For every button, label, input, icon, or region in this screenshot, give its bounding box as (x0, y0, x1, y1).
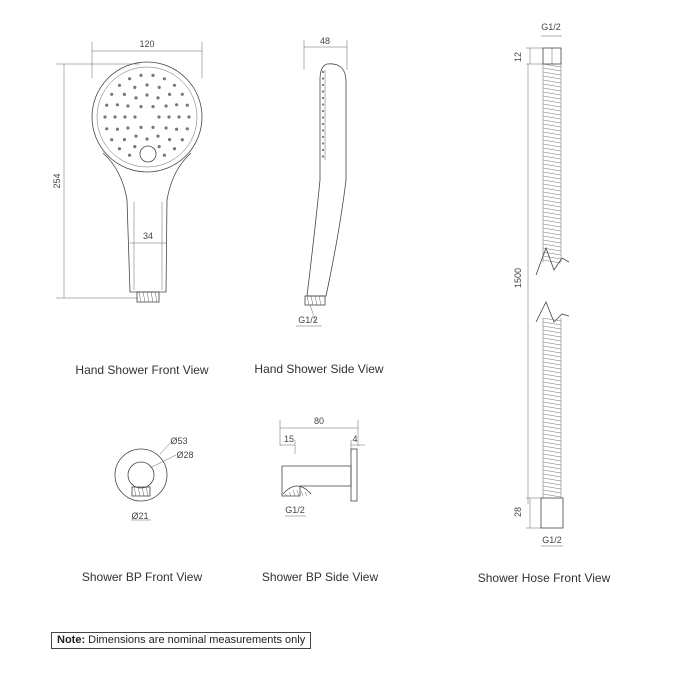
nozzle-dot (157, 115, 160, 118)
nozzle-dot (186, 104, 189, 107)
hose-coil (543, 370, 561, 373)
nozzle-dot (113, 115, 116, 118)
nozzle-dot (110, 138, 113, 141)
hose-coil (543, 350, 561, 353)
nozzle-dot (123, 115, 126, 118)
shower-head-outline (92, 62, 202, 172)
dim-depth-label: 48 (319, 36, 331, 46)
hose-coil (543, 80, 561, 83)
hose-coil (543, 334, 561, 337)
side-nozzle-dot (322, 84, 324, 86)
side-nozzle-dot (322, 149, 324, 151)
nozzle-dot (181, 93, 184, 96)
hose-coil (543, 172, 561, 175)
dim-bp-inner-label: Ø28 (176, 450, 194, 460)
hose-coil (543, 132, 561, 135)
hose-coil (543, 256, 561, 259)
hose-coil (543, 68, 561, 71)
hose-upper-section (543, 64, 561, 263)
shower-bp-side-view (280, 416, 365, 516)
hose-coil (543, 462, 561, 465)
nozzle-dot (187, 115, 190, 118)
dim-hose-top-thread-label: G1/2 (541, 22, 561, 32)
hose-coil (543, 232, 561, 235)
nozzle-dot (139, 126, 142, 129)
nozzle-dot (173, 84, 176, 87)
side-nozzle-dot (322, 155, 324, 157)
bp-wall-plate (351, 449, 357, 501)
dim-side-thread-label: G1/2 (298, 315, 318, 325)
nozzle-dot (105, 104, 108, 107)
hose-coil (543, 330, 561, 333)
nozzle-dot (118, 147, 121, 150)
caption-shower-hose-front: Shower Hose Front View (477, 571, 611, 585)
nozzle-dot (110, 93, 113, 96)
hose-coil (543, 116, 561, 119)
hose-coil (543, 224, 561, 227)
note-box (51, 632, 311, 649)
hose-coil (543, 236, 561, 239)
hose-coil (543, 474, 561, 477)
hose-coil (543, 450, 561, 453)
hose-coil (543, 124, 561, 127)
hose-coil (543, 354, 561, 357)
nozzle-dot (151, 126, 154, 129)
hose-coil (543, 84, 561, 87)
dim-hose-length-label: 1500 (513, 267, 523, 289)
caption-shower-bp-side: Shower BP Side View (261, 570, 379, 584)
hose-coil (543, 168, 561, 171)
nozzle-dot (181, 138, 184, 141)
hose-break-bottom (536, 302, 569, 322)
nozzle-dot (173, 147, 176, 150)
nozzle-dot (103, 115, 106, 118)
hose-coil (543, 446, 561, 449)
hose-coil (543, 322, 561, 325)
side-nozzle-dot (322, 90, 324, 92)
hose-coil (543, 120, 561, 123)
hose-coil (543, 470, 561, 473)
hose-coil (543, 490, 561, 493)
hose-coil (543, 486, 561, 489)
side-profile-outline (307, 64, 346, 296)
hose-coil (543, 402, 561, 405)
nozzle-dot (167, 115, 170, 118)
nozzle-dot (139, 74, 142, 77)
hose-coil (543, 252, 561, 255)
hose-coil (543, 318, 561, 321)
hose-coil (543, 362, 561, 365)
hose-coil (543, 112, 561, 115)
side-nozzle-pattern (322, 71, 324, 158)
caption-hand-shower-side: Hand Shower Side View (254, 362, 384, 376)
hose-coil (543, 164, 561, 167)
side-nozzle-dot (322, 103, 324, 105)
nozzle-dot (175, 128, 178, 131)
side-nozzle-dot (322, 110, 324, 112)
hose-coil (543, 212, 561, 215)
hose-coil (543, 100, 561, 103)
nozzle-dot (158, 86, 161, 89)
hose-coil (543, 128, 561, 131)
note-label: Note: (57, 634, 86, 646)
nozzle-dot (158, 145, 161, 148)
dim-bp-b-label: 4 (352, 434, 358, 444)
nozzle-dot (163, 154, 166, 157)
nozzle-dot (116, 103, 119, 106)
hose-coil (543, 200, 561, 203)
bp-outer-circle (115, 449, 167, 501)
nozzle-dot (133, 86, 136, 89)
nozzle-dot (145, 83, 148, 86)
hose-coil (543, 160, 561, 163)
caption-shower-bp-front: Shower BP Front View (81, 570, 203, 584)
nozzle-dot (123, 93, 126, 96)
hose-coil (543, 108, 561, 111)
hose-coil (543, 76, 561, 79)
hose-coil (543, 192, 561, 195)
bp-side-body (282, 466, 351, 496)
side-nozzle-dot (322, 116, 324, 118)
hose-coil (543, 358, 561, 361)
hose-coil (543, 196, 561, 199)
hose-coil (543, 244, 561, 247)
note-text: Dimensions are nominal measurements only (85, 634, 306, 646)
shower-face-ring (97, 67, 197, 167)
dim-height-label: 254 (52, 173, 62, 189)
nozzle-dot (186, 127, 189, 130)
hose-coil (543, 92, 561, 95)
nozzle-dot (151, 105, 154, 108)
hose-coil (543, 374, 561, 377)
hose-coil (543, 188, 561, 191)
hose-coil (543, 386, 561, 389)
hose-coil (543, 366, 561, 369)
hose-coil (543, 148, 561, 151)
dim-bp-length-label: 80 (313, 416, 325, 426)
nozzle-dot (133, 115, 136, 118)
nozzle-dot (123, 138, 126, 141)
hose-coil (543, 466, 561, 469)
hose-coil (543, 72, 561, 75)
hose-coil (543, 482, 561, 485)
dim-handle-label: 34 (142, 231, 154, 241)
nozzle-dot (156, 135, 159, 138)
hose-coil (543, 378, 561, 381)
hose-coil (543, 406, 561, 409)
side-nozzle-dot (322, 71, 324, 73)
hose-coil (543, 458, 561, 461)
hose-coil (543, 414, 561, 417)
hose-coil (543, 382, 561, 385)
dim-bp-side-thread-label: G1/2 (285, 505, 305, 515)
dim-bp-outer-label: Ø53 (170, 436, 188, 446)
hose-coil (543, 390, 561, 393)
side-nozzle-dot (322, 123, 324, 125)
hose-coil (543, 394, 561, 397)
hose-coil (543, 180, 561, 183)
hose-coil (543, 88, 561, 91)
hose-lower-section (543, 318, 561, 498)
nozzle-dot (168, 93, 171, 96)
nozzle-dot (151, 74, 154, 77)
caption-hand-shower-front: Hand Shower Front View (75, 363, 209, 377)
hose-coil (543, 494, 561, 497)
hose-coil (543, 208, 561, 211)
hand-shower-side-view (296, 36, 347, 326)
hose-coil (543, 326, 561, 329)
hose-coil (543, 204, 561, 207)
hose-coil (543, 422, 561, 425)
hose-coil (543, 342, 561, 345)
dim-hose-bottom-thread-label: G1/2 (542, 535, 562, 545)
nozzle-dot (139, 105, 142, 108)
side-nozzle-dot (322, 77, 324, 79)
hose-coil (543, 156, 561, 159)
hose-coil (543, 240, 561, 243)
dim-hose-bottom-len-label: 28 (513, 506, 523, 518)
hose-coil (543, 136, 561, 139)
hose-coil (543, 346, 561, 349)
nozzle-dot (163, 77, 166, 80)
nozzle-dot (165, 104, 168, 107)
hose-coil (543, 140, 561, 143)
hose-coil (543, 260, 561, 263)
dim-bp-a-label: 15 (283, 434, 295, 444)
hose-coil (543, 228, 561, 231)
nozzle-pattern (103, 74, 190, 157)
hose-coil (543, 426, 561, 429)
hose-coil (543, 152, 561, 155)
hose-coil (543, 398, 561, 401)
shower-hose-front-view (513, 22, 569, 546)
side-nozzle-dot (322, 129, 324, 131)
nozzle-dot (133, 145, 136, 148)
nozzle-dot (105, 127, 108, 130)
hose-coil (543, 184, 561, 187)
nozzle-dot (145, 137, 148, 140)
hose-coil (543, 144, 561, 147)
nozzle-dot (128, 77, 131, 80)
hand-shower-front-view (52, 39, 202, 302)
nozzle-dot (126, 104, 129, 107)
dim-width-label: 120 (139, 39, 155, 49)
nozzle-dot (168, 138, 171, 141)
hose-coil (543, 438, 561, 441)
nozzle-dot (177, 115, 180, 118)
hose-coil (543, 96, 561, 99)
nozzle-dot (128, 154, 131, 157)
nozzle-dot (134, 96, 137, 99)
side-nozzle-dot (322, 97, 324, 99)
hose-coil (543, 434, 561, 437)
handle-outline (103, 153, 191, 292)
nozzle-dot (118, 84, 121, 87)
hose-coil (543, 442, 561, 445)
spray-button (140, 146, 156, 162)
side-nozzle-dot (322, 136, 324, 138)
hose-coil (543, 338, 561, 341)
nozzle-dot (156, 96, 159, 99)
nozzle-dot (175, 103, 178, 106)
hose-coil (543, 410, 561, 413)
nozzle-dot (116, 128, 119, 131)
nozzle-dot (145, 93, 148, 96)
hose-coil (543, 104, 561, 107)
nozzle-dot (134, 135, 137, 138)
hose-coil (543, 430, 561, 433)
nozzle-dot (126, 126, 129, 129)
hose-coil (543, 454, 561, 457)
shower-bp-front-view (115, 436, 194, 521)
hose-coil (543, 64, 561, 67)
hose-coil (543, 216, 561, 219)
hose-coil (543, 176, 561, 179)
nozzle-dot (165, 126, 168, 129)
hose-coil (543, 220, 561, 223)
hose-coil (543, 478, 561, 481)
hose-bottom-nut (541, 498, 563, 528)
dim-bp-bottom-label: Ø21 (131, 511, 149, 521)
dim-hose-top-len-label: 12 (513, 51, 523, 63)
bp-inner-circle (128, 462, 154, 488)
side-nozzle-dot (322, 142, 324, 144)
hose-coil (543, 418, 561, 421)
